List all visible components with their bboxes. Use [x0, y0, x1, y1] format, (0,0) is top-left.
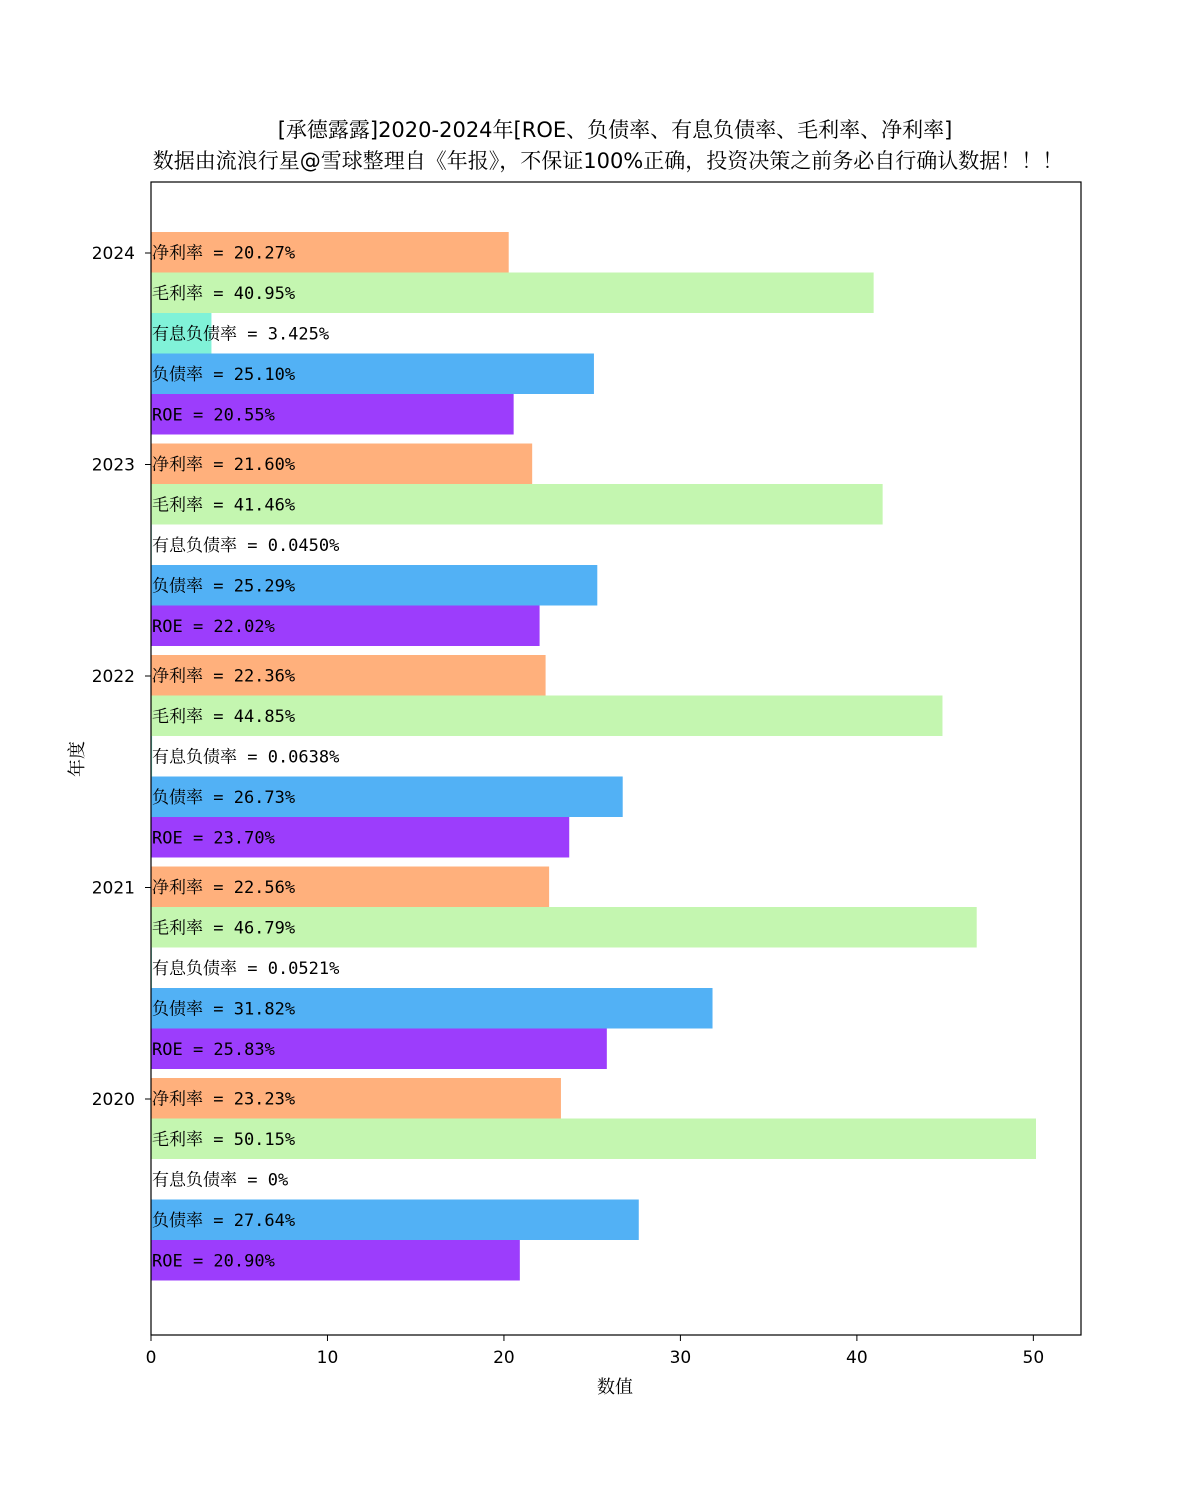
y-axis	[92, 244, 151, 1110]
bar-label-roe-2022: ROE = 23.70%	[152, 828, 275, 849]
bar-label-roe-2021: ROE = 25.83%	[152, 1039, 275, 1060]
bar-label-roe-2020: ROE = 20.90%	[152, 1251, 275, 1272]
bar-label-net-2023: 净利率 = 21.60%	[152, 454, 296, 475]
x-tick-label-30: 30	[669, 1348, 692, 1368]
bar-label-interest_debt-2023: 有息负债率 = 0.0450%	[152, 535, 340, 556]
chart-title: [承德露露]2020-2024年[ROE、负债率、有息负债率、毛利率、净利率]	[277, 118, 953, 142]
x-tick-label-20: 20	[493, 1348, 515, 1368]
bar-label-interest_debt-2024: 有息负债率 = 3.425%	[152, 324, 330, 345]
bar-label-debt-2020: 负债率 = 27.64%	[152, 1210, 296, 1231]
y-tick-label-2021: 2021	[91, 878, 135, 899]
bar-label-interest_debt-2020: 有息负债率 = 0%	[152, 1170, 289, 1191]
chart-subtitle: 数据由流浪行星@雪球整理自《年报》，不保证100%正确，投资决策之前务必自行确认数据！！！	[152, 149, 1064, 173]
bar-label-net-2024: 净利率 = 20.27%	[152, 243, 296, 264]
x-tick-label-10: 10	[316, 1348, 339, 1368]
bar-label-debt-2021: 负债率 = 31.82%	[152, 999, 296, 1020]
bar-label-gross-2021: 毛利率 = 46.79%	[152, 918, 296, 939]
x-axis-label: 数值	[597, 1377, 633, 1398]
bar-label-debt-2024: 负债率 = 25.10%	[152, 364, 296, 385]
bar-label-net-2022: 净利率 = 22.36%	[152, 666, 296, 687]
y-tick-label-2022: 2022	[91, 667, 135, 687]
x-tick-label-50: 50	[1022, 1348, 1045, 1368]
bar-label-gross-2022: 毛利率 = 44.85%	[152, 706, 296, 727]
bar-label-debt-2023: 负债率 = 25.29%	[152, 576, 296, 597]
bar-label-gross-2020: 毛利率 = 50.15%	[152, 1129, 296, 1150]
y-tick-label-2020: 2020	[91, 1090, 135, 1110]
bar-label-interest_debt-2021: 有息负债率 = 0.0521%	[152, 958, 340, 979]
bar-label-roe-2024: ROE = 20.55%	[152, 405, 275, 426]
y-tick-label-2024: 2024	[91, 244, 135, 264]
bar-label-roe-2023: ROE = 22.02%	[152, 616, 275, 637]
x-tick-label-40: 40	[846, 1348, 868, 1368]
y-axis-label: 年度	[67, 741, 88, 777]
x-tick-label-0: 0	[145, 1348, 157, 1368]
y-tick-label-2023: 2023	[91, 455, 135, 476]
bar-label-debt-2022: 负债率 = 26.73%	[152, 787, 296, 808]
bar-label-net-2021: 净利率 = 22.56%	[152, 877, 296, 898]
bar-label-gross-2023: 毛利率 = 41.46%	[152, 495, 296, 516]
bar-label-interest_debt-2022: 有息负债率 = 0.0638%	[152, 747, 340, 768]
bar-label-net-2020: 净利率 = 23.23%	[152, 1089, 296, 1110]
bar-label-gross-2024: 毛利率 = 40.95%	[152, 283, 296, 304]
x-axis	[146, 1335, 1045, 1368]
